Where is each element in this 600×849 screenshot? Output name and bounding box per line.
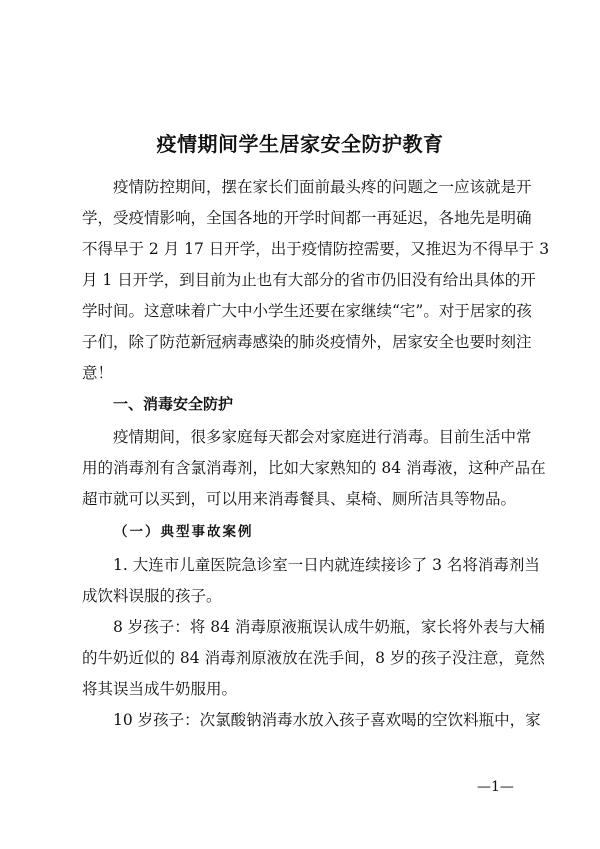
document-title: 疫情期间学生居家安全防护教育 [156, 132, 444, 156]
case-line: 成饮料误服的孩子。 [82, 587, 222, 605]
section-paragraph-line: 疫情期间，很多家庭每天都会对家庭进行消毒。目前生活中常 [113, 428, 532, 446]
case-line: 1. 大连市儿童医院急诊室一日内就连续接诊了 3 名将消毒剂当 [113, 556, 540, 574]
section-paragraph-line: 用的消毒剂有含氯消毒剂，比如大家熟知的 84 消毒液，这种产品在 [82, 459, 546, 477]
case-line: 的牛奶近似的 84 消毒剂原液放在洗手间，8 岁的孩子没注意，竟然 [82, 649, 545, 667]
intro-line: 不得早于 2 月 17 日开学，出于疫情防控需要，又推迟为不得早于 3 [82, 240, 550, 258]
intro-line: 疫情防控期间，摆在家长们面前最头疼的问题之一应该就是开 [113, 178, 532, 196]
case-line: 8 岁孩子：将 84 消毒原液瓶误认成牛奶瓶，家长将外表与大桶 [113, 618, 545, 636]
intro-line: 月 1 日开学，到目前为止也有大部分的省市仍旧没有给出具体的开 [82, 271, 536, 289]
intro-line: 子们，除了防范新冠病毒感染的肺炎疫情外，居家安全也要时刻注 [82, 333, 532, 351]
intro-line: 学，受疫情影响，全国各地的开学时间都一再延迟，各地先是明确 [82, 209, 532, 227]
case-line: 10 岁孩子：次氯酸钠消毒水放入孩子喜欢喝的空饮料瓶中，家 [113, 711, 541, 729]
case-line: 将其误当成牛奶服用。 [82, 680, 238, 698]
section-paragraph-line: 超市就可以买到，可以用来消毒餐具、桌椅、厕所洁具等物品。 [82, 490, 517, 508]
section-heading: 一、消毒安全防护 [113, 395, 234, 413]
page-number: —1— [477, 779, 514, 795]
intro-line: 学时间。这意味着广大中小学生还要在家继续“宅”。对于居家的孩 [82, 302, 532, 320]
intro-line: 意！ [82, 364, 114, 382]
subsection-heading: （一）典型事故案例 [114, 524, 254, 540]
